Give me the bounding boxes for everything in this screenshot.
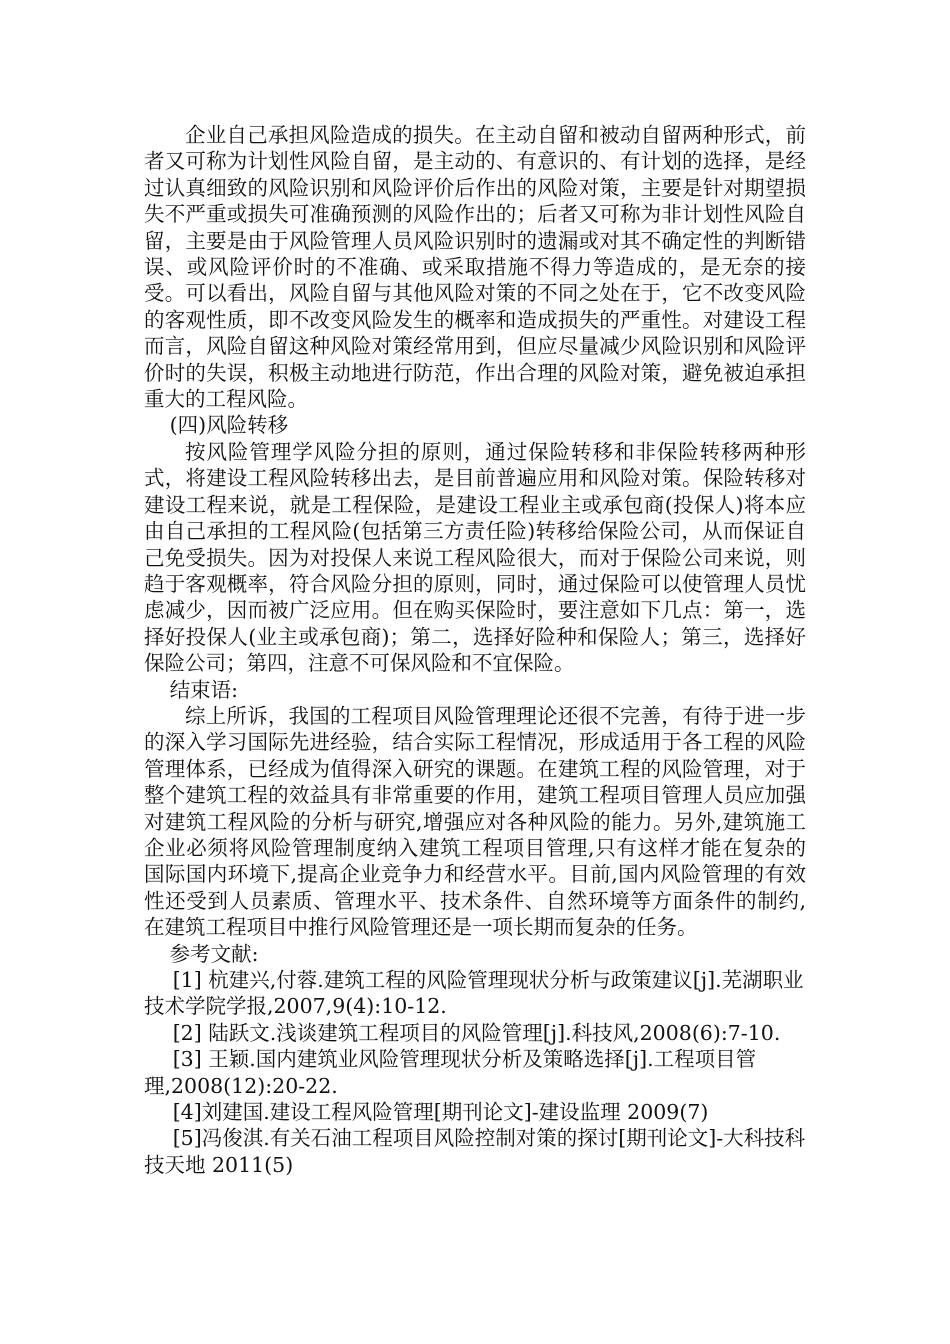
section-heading-risk-transfer: (四)风险转移 <box>169 413 289 438</box>
reference-item: [3] 王颖.国内建筑业风险管理现状分析及策略选择[j].工程项目管理,2008(12):20-22. <box>144 1047 757 1098</box>
reference-item: [2] 陆跃文.浅谈建筑工程项目的风险管理[j].科技风,2008(6):7-10. <box>172 1020 781 1045</box>
paragraph-risk-retention: 企业自己承担风险造成的损失。在主动自留和被动自留两种形式，前者又可称为计划性风险自留，是主动的、有意识的、有计划的选择，是经过认真细致的风险识别和风险评价后作出的风险对策，主要是针对期望损失不严重或损失可准确预测的风险作出的；后者又可称为非计划性风险自留，主要是由于风险管理人员风险识别时的遗漏或对其不确定性的判断错误、或风险评价时的不准确、或采取措施不得力等造成的，是无奈的接受。可以看出，风险自留与其他风险对策的不同之处在于，它不改变风险的客观性质，即不改变风险发生的概率和造成损失的严重性。对建设工程而言，风险自留这种风险对策经常用到，但应尽量减少风险识别和风险评价时的失误，积极主动地进行防范，作出合理的风险对策，避免被迫承担重大的工程风险。 <box>144 123 806 412</box>
paragraph-conclusion: 综上所诉，我国的工程项目风险管理理论还很不完善，有待于进一步的深入学习国际先进经验，结合实际工程情况，形成适用于各工程的风险管理体系，已经成为值得深入研究的课题。在建筑工程的风险管理，对于整个建筑工程的效益具有非常重要的作用，建筑工程项目管理人员应加强对建筑工程风险的分析与研究,增强应对各种风险的能力。另外,建筑施工企业必须将风险管理制度纳入建筑工程项目管理,只有这样才能在复杂的国际国内环境下,提高企业竞争力和经营水平。目前,国内风险管理的有效性还受到人员素质、管理水平、技术条件、自然环境等方面条件的制约,在建筑工程项目中推行风险管理还是一项长期而复杂的任务。 <box>144 703 806 940</box>
section-heading-conclusion: 结束语: <box>169 677 239 702</box>
section-heading-references: 参考文献: <box>169 941 259 966</box>
reference-item: [5]冯俊淇.有关石油工程项目风险控制对策的探讨[期刊论文]-大科技科技天地 2011(5) <box>144 1126 806 1177</box>
reference-item: [1] 杭建兴,付蓉.建筑工程的风险管理现状分析与政策建议[j].芜湖职业技术学院学报,2007,9(4):10-12. <box>144 968 804 1019</box>
reference-list <box>144 967 806 1178</box>
reference-item: [4]刘建国.建设工程风险管理[期刊论文]-建设监理 2009(7) <box>172 1100 709 1125</box>
document-page <box>144 122 806 1178</box>
paragraph-risk-transfer: 按风险管理学风险分担的原则，通过保险转移和非保险转移两种形式，将建设工程风险转移出去，是目前普遍应用和风险对策。保险转移对建设工程来说，就是工程保险，是建设工程业主或承包商(投保人)将本应由自己承担的工程风险(包括第三方责任险)转移给保险公司，从而保证自己免受损失。因为对投保人来说工程风险很大，而对于保险公司来说，则趋于客观概率，符合风险分担的原则，同时，通过保险可以使管理人员忧虑减少，因而被广泛应用。但在购买保险时，要注意如下几点：第一，选择好投保人(业主或承包商)；第二，选择好险种和保险人；第三，选择好保险公司；第四，注意不可保风险和不宜保险。 <box>144 439 806 676</box>
